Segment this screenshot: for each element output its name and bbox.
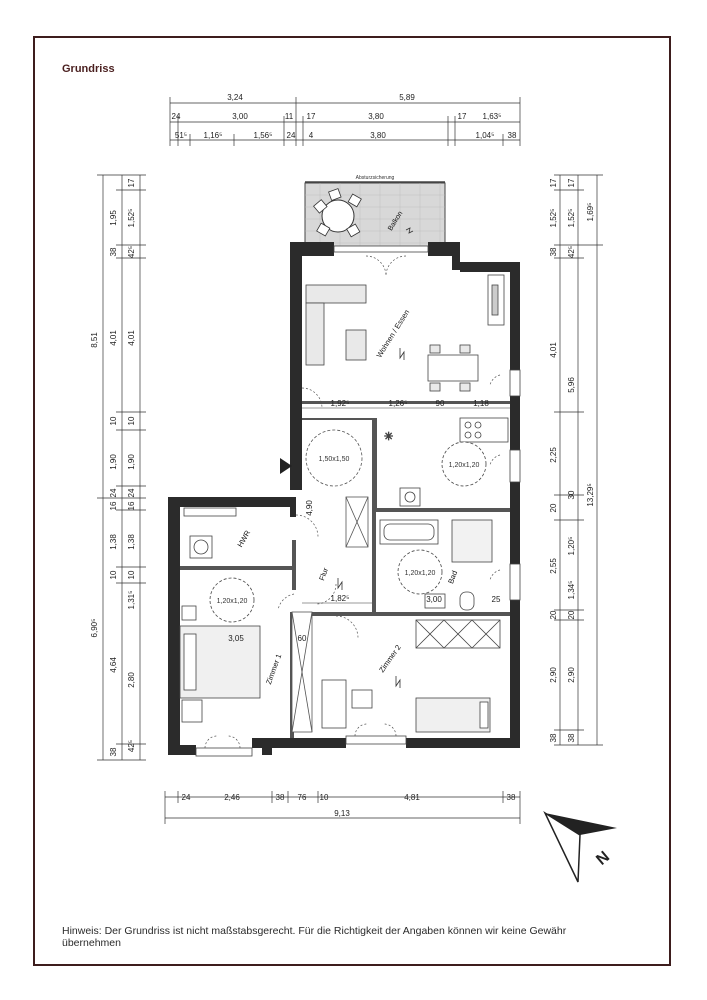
dim-top-3c: 1,56⁵ (253, 131, 273, 140)
dim-bottom-1f: 4,81 (404, 793, 420, 802)
label-balkon: Balkon (387, 210, 405, 233)
dim-left-3c: 42⁵ (127, 245, 136, 259)
dim-right-2d: 5,96 (567, 377, 576, 393)
hwr (184, 508, 236, 558)
balcony (305, 175, 445, 250)
dim-left-2i: 10 (109, 570, 118, 580)
dim-top-3h: 38 (507, 131, 517, 140)
dim-right-2e: 30 (567, 490, 576, 500)
dim-left-3b: 1,52⁵ (127, 208, 136, 228)
page-title: Grundriss (62, 63, 115, 75)
dim-inner-b: 1,26⁵ (388, 399, 408, 408)
dim-left-3k: 1,31⁵ (127, 590, 136, 610)
dim-right-2a: 17 (567, 178, 576, 188)
dim-right-2h: 20 (567, 610, 576, 620)
dim-inner-d: 1,18 (473, 399, 489, 408)
dim-top-3b: 1,16⁵ (203, 131, 223, 140)
dim-bottom-1g: 38 (506, 793, 516, 802)
dim-top-3a: 51⁵ (174, 131, 188, 140)
dim-right-2j: 38 (567, 733, 576, 743)
dim-left-2e: 1,90 (109, 454, 118, 470)
dim-left-2b: 38 (109, 247, 118, 257)
dim-top-3d: 24 (286, 131, 296, 140)
dim-left-2d: 10 (109, 416, 118, 426)
dim-left-3i: 1,38 (127, 534, 136, 550)
dim-inner-h: 60 (297, 634, 307, 643)
label-wohnen-essen: Wohnen / Essen (374, 308, 412, 360)
bad-area: 1,20x1,20 (404, 570, 436, 577)
living-furniture (306, 275, 504, 391)
dim-inner-i: 25 (491, 595, 501, 604)
zimmer2-furniture (322, 620, 500, 732)
dim-left-3e: 10 (127, 416, 136, 426)
dim-left-3f: 1,90 (127, 454, 136, 470)
dim-left-3h: 16 (127, 501, 136, 511)
dim-left-1b: 6,90⁵ (90, 618, 99, 638)
label-hwr: HWR (235, 528, 253, 549)
dim-left-3j: 10 (127, 570, 136, 580)
dim-left-3a: 17 (127, 178, 136, 188)
label-bad: Bad (446, 569, 460, 585)
dim-left-2c: 4,01 (109, 330, 118, 346)
dim-right-1d: 4,01 (549, 342, 558, 358)
dim-inner-j: 3,00 (426, 595, 442, 604)
dim-right-2f: 1,20⁵ (567, 536, 576, 556)
dim-left-3m: 42⁵ (127, 739, 136, 753)
dim-top-1a: 3,24 (227, 93, 243, 102)
label-zimmer2: Zimmer 2 (377, 643, 403, 675)
dim-left-2g: 16 (109, 501, 118, 511)
dim-right-1i: 2,90 (549, 667, 558, 683)
label-zimmer1: Zimmer 1 (264, 652, 284, 686)
dim-inner-g: 3,05 (228, 634, 244, 643)
dim-left-3d: 4,01 (127, 330, 136, 346)
dim-left-2f: 24 (109, 488, 118, 498)
dim-bottom-1e: 10 (319, 793, 329, 802)
label-absturzsicherung: Absturzsicherung (355, 175, 395, 181)
dim-right-1j: 38 (549, 733, 558, 743)
compass-north-label: N (593, 848, 613, 869)
disclaimer-note: Hinweis: Der Grundriss ist nicht maßstabsgerecht. Für die Richtigkeit der Angaben können wir keine Gewähr übernehmen (62, 925, 567, 949)
dim-right-1g: 2,55 (549, 558, 558, 574)
dim-top-2b: 3,00 (232, 112, 248, 121)
dim-left-2j: 4,64 (109, 657, 118, 673)
bottom-dimension-lines (165, 791, 520, 824)
dim-right-1c: 38 (549, 247, 558, 257)
dim-right-2g: 1,34⁵ (567, 580, 576, 600)
dim-left-1a: 8,51 (90, 332, 99, 348)
dim-top-3g: 1,04⁵ (475, 131, 495, 140)
kitchen-area: 1,20x1,20 (448, 462, 480, 469)
kitchen (384, 418, 508, 486)
dim-top-2d: 17 (306, 112, 316, 121)
zimmer1-area: 1,20x1,20 (216, 598, 248, 605)
dim-inner-a: 1,92⁵ (330, 399, 350, 408)
dim-bottom-1b: 2,46 (224, 793, 240, 802)
top-dimension-lines (170, 97, 520, 146)
dim-right-1a: 17 (549, 178, 558, 188)
dim-right-3a: 1,69⁵ (586, 202, 595, 222)
dim-top-2a: 24 (171, 112, 181, 121)
dim-top-2c: 11 (284, 112, 294, 121)
dim-left-3l: 2,80 (127, 672, 136, 688)
dim-bottom-2: 9,13 (334, 809, 350, 818)
dim-top-2g: 1,63⁵ (482, 112, 502, 121)
dim-right-2c: 42⁵ (567, 245, 576, 259)
dim-right-1e: 2,25 (549, 447, 558, 463)
right-dimension-lines (554, 175, 603, 745)
dim-top-2e: 3,80 (368, 112, 384, 121)
label-flur: Flur (317, 566, 331, 582)
dim-right-1b: 1,52⁵ (549, 208, 558, 228)
asterisk-icon: ✳ (384, 431, 394, 443)
dim-top-2f: 17 (457, 112, 467, 121)
dim-bottom-1a: 24 (181, 793, 191, 802)
dim-top-1b: 5,89 (399, 93, 415, 102)
dim-right-3b: 13,29⁵ (586, 483, 595, 507)
compass-icon (545, 813, 617, 882)
dim-right-2b: 1,52⁵ (567, 208, 576, 228)
dim-top-3f: 3,80 (370, 131, 386, 140)
dim-bottom-1c: 38 (275, 793, 285, 802)
flur-area: 1,50x1,50 (318, 456, 350, 463)
dim-left-3g: 24 (127, 488, 136, 498)
left-dimension-lines (97, 175, 146, 760)
dim-right-1f: 20 (549, 503, 558, 513)
dim-right-2i: 2,90 (567, 667, 576, 683)
bathroom (380, 488, 492, 610)
dim-bottom-1d: 76 (297, 793, 307, 802)
dim-inner-c: 90 (435, 399, 445, 408)
dim-left-2h: 1,38 (109, 534, 118, 550)
dim-inner-e: 4,90 (305, 500, 314, 516)
dim-top-3e: 4 (308, 131, 314, 140)
dim-right-1h: 20 (549, 610, 558, 620)
dim-left-2a: 1,95 (109, 210, 118, 226)
dim-left-2k: 38 (109, 747, 118, 757)
dim-inner-f: 1,82⁵ (330, 594, 350, 603)
